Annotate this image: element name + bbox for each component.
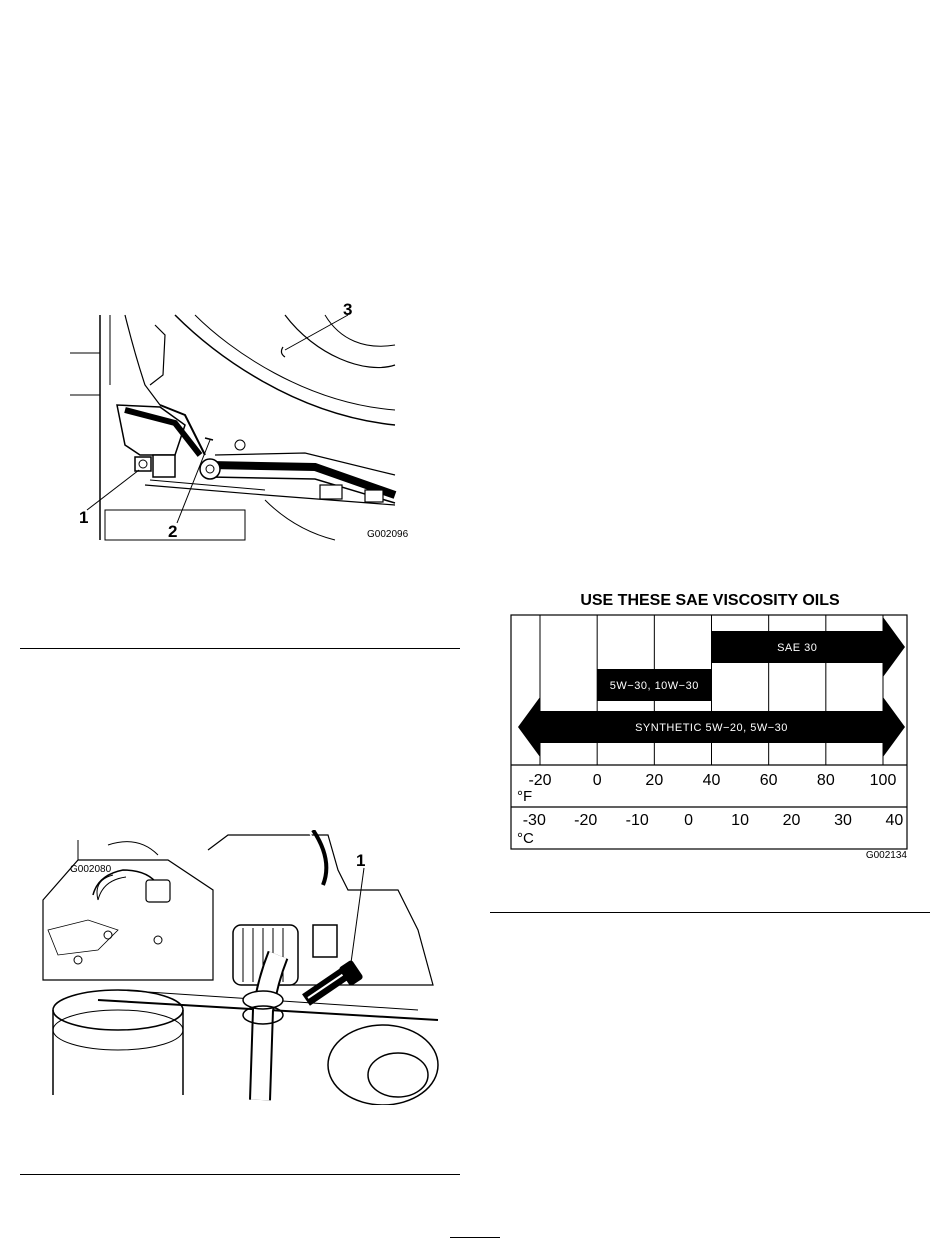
figure-code: G002096	[367, 529, 409, 540]
page-number-rule	[450, 1237, 500, 1238]
celsius-tick-label-2: -10	[625, 812, 649, 829]
celsius-tick-label-7: 40	[885, 812, 904, 829]
celsius-tick-label-3: 0	[684, 812, 694, 829]
fahrenheit-tick-label-3: 40	[702, 772, 721, 789]
fahrenheit-tick-label-5: 80	[816, 772, 835, 789]
chart-code: G002134	[865, 850, 907, 861]
divider-left-2	[20, 1174, 460, 1175]
figure-engine-illustration	[38, 830, 443, 1105]
fahrenheit-unit-label: °F	[517, 788, 533, 805]
fahrenheit-tick-label-4: 60	[759, 772, 778, 789]
chart-band-label-0: SAE 30	[777, 642, 818, 654]
callout-3: 3	[343, 300, 353, 319]
fahrenheit-tick-label-6: 100	[869, 772, 897, 789]
figure-code: G002080	[70, 864, 112, 875]
chart-band-label-2: SYNTHETIC 5W−20, 5W−30	[635, 722, 788, 734]
figure-belt-illustration	[65, 295, 425, 555]
callout-1: 1	[79, 508, 89, 527]
chart-title: USE THESE SAE VISCOSITY OILS	[580, 592, 840, 609]
divider-left-1	[20, 648, 460, 649]
celsius-unit-label: °C	[517, 830, 534, 847]
callout-2: 2	[168, 522, 178, 541]
viscosity-chart	[505, 585, 925, 865]
callout-1: 1	[356, 851, 366, 870]
fahrenheit-tick-label-1: 0	[592, 772, 602, 789]
fahrenheit-tick-label-2: 20	[645, 772, 664, 789]
divider-right	[490, 912, 930, 913]
celsius-tick-label-5: 20	[782, 812, 801, 829]
fahrenheit-tick-label-0: -20	[528, 772, 552, 789]
chart-band-label-1: 5W−30, 10W−30	[609, 680, 699, 692]
celsius-tick-label-4: 10	[731, 812, 749, 829]
celsius-tick-label-1: -20	[574, 812, 598, 829]
celsius-tick-label-0: -30	[522, 812, 546, 829]
celsius-tick-label-6: 30	[834, 812, 852, 829]
